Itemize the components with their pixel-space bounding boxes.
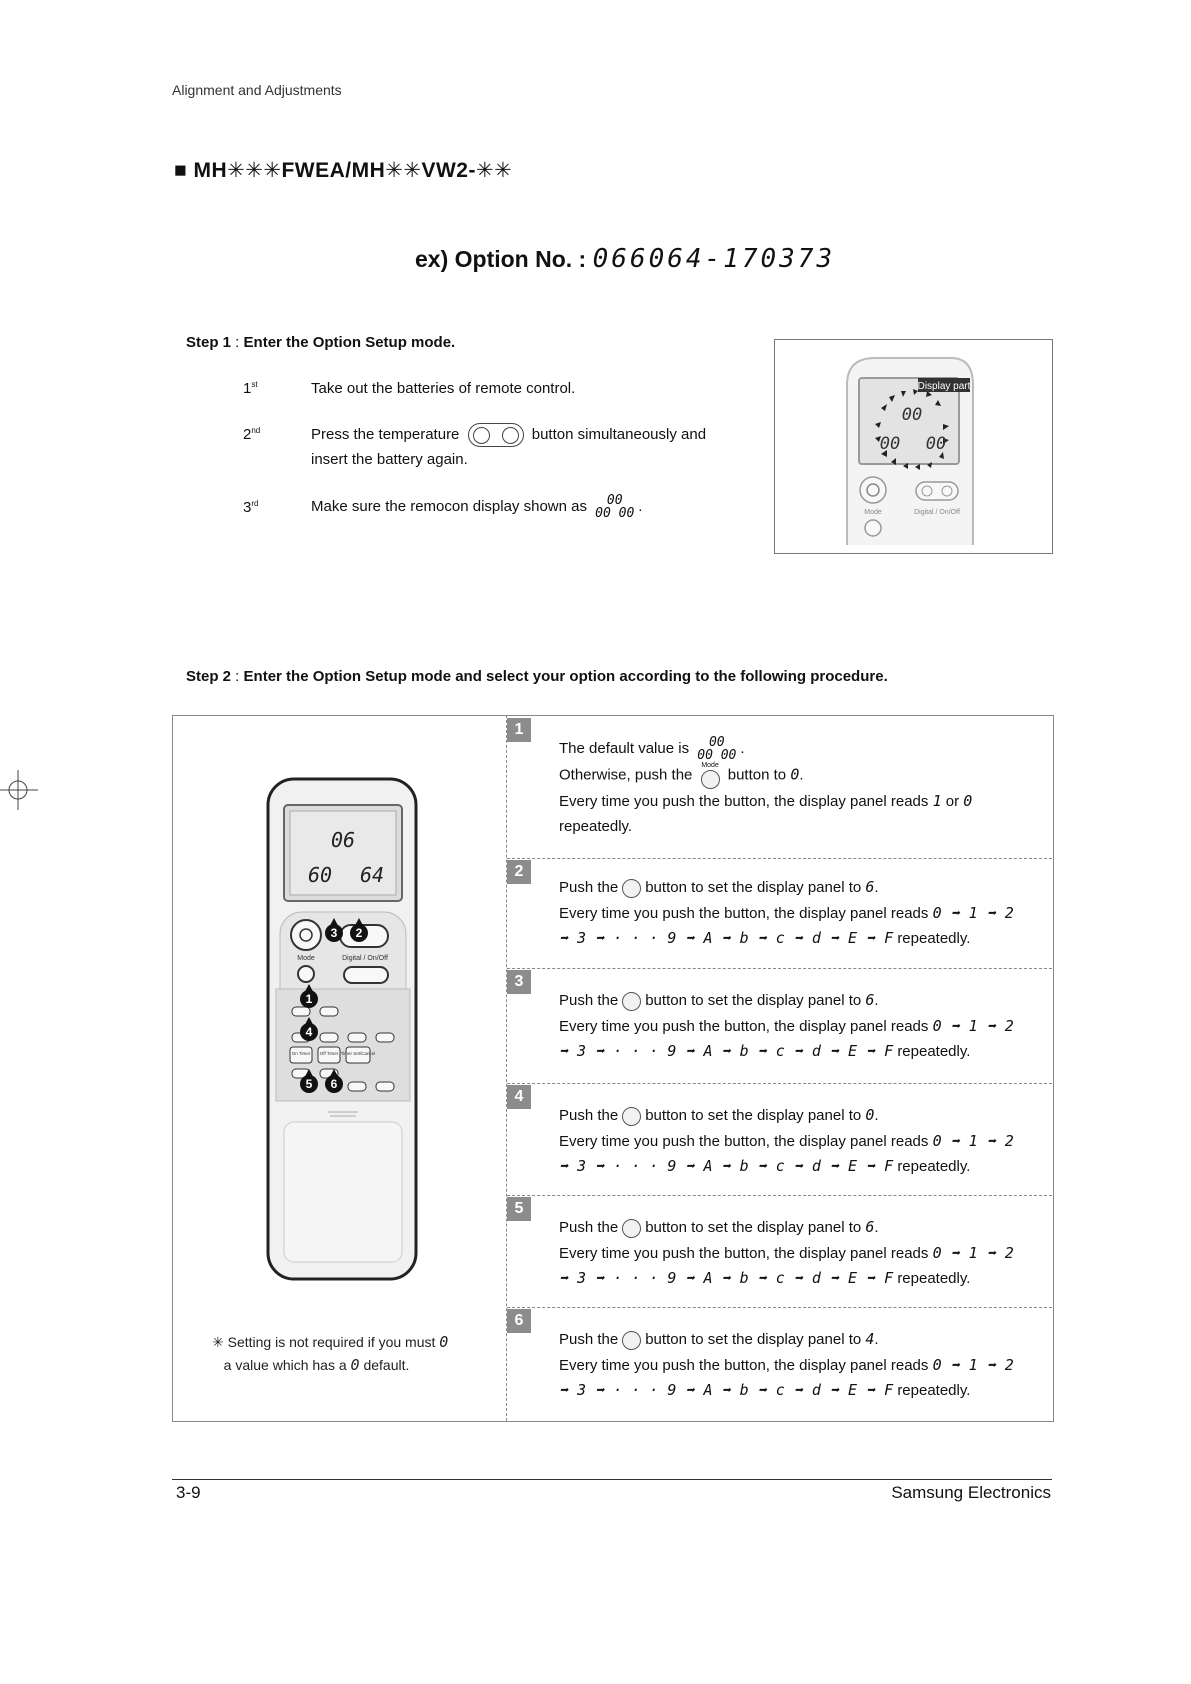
model-title: ■ MH✳✳✳FWEA/MH✳✳VW2-✳✳ — [174, 159, 513, 182]
option-example — [415, 244, 835, 274]
off-timer-button-icon — [622, 1331, 641, 1350]
mode-button-icon: Mode — [701, 762, 720, 789]
step1-item-3-ord: 3rd — [243, 499, 259, 516]
svg-text:5: 5 — [305, 1077, 313, 1091]
svg-text:60: 60 — [307, 863, 333, 887]
setting-note: ✳ Setting is not required if you must 0 a value which has a 0 default. — [212, 1333, 449, 1374]
step1-item-2-text: Press the temperature button simultaneously and insert the battery again. — [311, 422, 731, 472]
procedure-separator — [507, 858, 1052, 859]
svg-text:64: 64 — [359, 863, 385, 887]
step1-item-3-text: Make sure the remocon display shown as 00 00 00 . — [311, 493, 643, 522]
company-name: Samsung Electronics — [891, 1483, 1051, 1502]
temperature-button-pair-icon — [468, 423, 524, 447]
svg-text:On Timer: On Timer — [291, 1051, 311, 1056]
procedure-step-3-text: Push the button to set the display panel to 6. Every time you push the button, the display panel reads 0 ➡ 1 ➡ 2 ➡ 3 ➡ · · · 9 ➡ A ➡ b ➡ c ➡ d ➡ E ➡ F repeatedly. — [559, 991, 1014, 1060]
page-number: 3-9 — [176, 1483, 201, 1502]
procedure-separator — [507, 1083, 1052, 1084]
option-example-code: 066064-170373 — [592, 244, 836, 274]
svg-text:2: 2 — [355, 926, 363, 940]
running-header: Alignment and Adjustments — [172, 82, 342, 98]
step2-heading: Step 2 : Enter the Option Setup mode and select your option according to the following procedure. — [186, 668, 888, 685]
on-timer-button-icon — [622, 1219, 641, 1238]
remote-control-illustration — [262, 777, 422, 1282]
svg-text:00: 00 — [925, 434, 947, 454]
remote-top-illustration — [775, 340, 1052, 553]
procedure-step-4-text: Push the button to set the display panel to 0. Every time you push the button, the display panel reads 0 ➡ 1 ➡ 2 ➡ 3 ➡ · · · 9 ➡ A ➡ b ➡ c ➡ d ➡ E ➡ F repeatedly. — [559, 1106, 1014, 1175]
svg-text:3: 3 — [330, 926, 338, 940]
svg-text:06: 06 — [330, 828, 356, 852]
option-example-label: ex) Option No. : — [415, 246, 587, 272]
remote-control-figure — [262, 777, 422, 1287]
registration-mark-icon — [0, 770, 40, 810]
default-display-icon: 00 00 00 — [697, 735, 737, 763]
display-part-figure — [774, 339, 1053, 554]
procedure-step-1-badge: 1 — [507, 718, 531, 742]
svg-text:Display part: Display part — [917, 381, 971, 392]
procedure-step-1-text: The default value is 00 00 00 . Otherwise, push the Mode button to 0. Every time you push the button, the display panel reads 1 or 0 repeatedly. — [559, 735, 973, 835]
procedure-step-6-text: Push the button to set the display panel to 4. Every time you push the button, the display panel reads 0 ➡ 1 ➡ 2 ➡ 3 ➡ · · · 9 ➡ A ➡ b ➡ c ➡ d ➡ E ➡ F repeatedly. — [559, 1330, 1014, 1399]
remocon-display-icon: 00 00 00 — [595, 493, 635, 522]
procedure-separator — [507, 1307, 1052, 1308]
procedure-step-4-badge: 4 — [507, 1085, 531, 1109]
temp-down-button-icon — [622, 992, 641, 1011]
step1-heading: Step 1 : Enter the Option Setup mode. — [186, 334, 456, 351]
procedure-step-6-badge: 6 — [507, 1309, 531, 1333]
svg-text:1: 1 — [305, 992, 313, 1006]
svg-text:Digital / On/Off: Digital / On/Off — [914, 509, 960, 516]
footer-rule — [172, 1479, 1052, 1480]
svg-text:Mode: Mode — [864, 509, 882, 516]
step1-item-2-ord: 2nd — [243, 426, 261, 443]
svg-text:00: 00 — [901, 405, 923, 425]
procedure-step-5-badge: 5 — [507, 1197, 531, 1221]
svg-text:Digital / On/Off: Digital / On/Off — [342, 955, 388, 962]
fan-button-icon — [622, 1107, 641, 1126]
procedure-step-3-badge: 3 — [507, 970, 531, 994]
svg-text:6: 6 — [330, 1077, 338, 1091]
procedure-step-2-text: Push the button to set the display panel to 6. Every time you push the button, the display panel reads 0 ➡ 1 ➡ 2 ➡ 3 ➡ · · · 9 ➡ A ➡ b ➡ c ➡ d ➡ E ➡ F repeatedly. — [559, 878, 1014, 947]
procedure-step-2-badge: 2 — [507, 860, 531, 884]
svg-text:Mode: Mode — [297, 955, 315, 962]
temp-up-button-icon — [622, 879, 641, 898]
svg-text:Off Timer: Off Timer — [319, 1051, 339, 1056]
step1-item-1-text: Take out the batteries of remote control. — [311, 380, 576, 397]
svg-text:00: 00 — [879, 434, 901, 454]
svg-text:Timer Set/Cancel: Timer Set/Cancel — [340, 1051, 376, 1056]
procedure-step-5-text: Push the button to set the display panel to 6. Every time you push the button, the display panel reads 0 ➡ 1 ➡ 2 ➡ 3 ➡ · · · 9 ➡ A ➡ b ➡ c ➡ d ➡ E ➡ F repeatedly. — [559, 1218, 1014, 1287]
svg-text:4: 4 — [305, 1025, 313, 1039]
procedure-separator — [507, 968, 1052, 969]
procedure-separator — [507, 1195, 1052, 1196]
step1-item-1-ord: 1st — [243, 380, 258, 397]
